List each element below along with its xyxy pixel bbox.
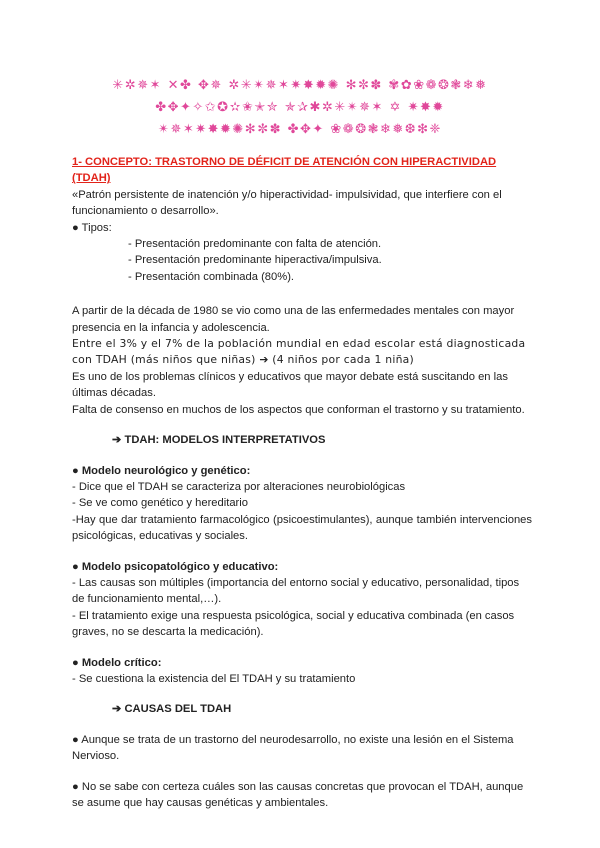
decorative-title-line-3: ✴✵✶✷✸✹✺✻✼✽ ✤✥✦ ❀❁❂❃❄❅❆❇❈ (158, 122, 442, 137)
paragraph-consensus: Falta de consenso en muchos de los aspectos que conforman el trastorno y su tratamiento. (72, 403, 525, 416)
tipo-item: - Presentación combinada (80%). (128, 270, 295, 283)
model-psico-item: - El tratamiento exige una respuesta psicológica, social y educativa combinada (en casos graves, no se descarta la medicación). (72, 609, 515, 639)
model-neuro-item: - Dice que el TDAH se caracteriza por alteraciones neurobiológicas (72, 480, 406, 493)
model-neuro-title: ● Modelo neurológico y genético: (72, 464, 251, 477)
paragraph-prevalence: Entre el 3% y el 7% de la población mundial en edad escolar está diagnosticada con TDAH (más niños que niñas) ➔ (4 niños por cada 1 niña) (72, 337, 526, 367)
section-heading-causas: ➔ CAUSAS DEL TDAH (112, 703, 232, 716)
causas-bullet: ● No se sabe con certeza cuáles son las causas concretas que provocan el TDAH, aunque se asume que hay causas genéticas y ambientales. (72, 780, 524, 809)
model-neuro-item: -Hay que dar tratamiento farmacológico (psicoestimulantes), aunque también intervenciones psicológicas, educativas y sociales. (72, 513, 532, 543)
section-heading-concepto: 1- CONCEPTO: TRASTORNO DE DÉFICIT DE ATENCIÓN CON HIPERACTIVIDAD (72, 156, 497, 168)
section-heading-modelos: ➔ TDAH: MODELOS INTERPRETATIVOS (112, 434, 326, 447)
model-psico-item: - Las causas son múltiples (importancia del entorno social y educativo, personalidad, tipos de funcionamiento mental,…). (72, 576, 520, 606)
tipo-item: - Presentación predominante hiperactiva/impulsiva. (128, 254, 382, 267)
paragraph-history: A partir de la década de 1980 se vio como una de las enfermedades mentales con mayor presencia en la infancia y adolescencia. (72, 305, 515, 334)
section-heading-concepto-cont: (TDAH) (72, 172, 111, 185)
model-critico-title: ● Modelo crítico: (72, 656, 162, 669)
decorative-title-line-2: ✤✥✦✧✩✪✫✬✭✮ ✯✰✱✲✳✴✵✶ ✡ ✷✸✹ (155, 100, 445, 115)
tipo-item: - Presentación predominante con falta de atención. (128, 238, 382, 251)
decorative-title (0, 75, 600, 141)
document-body (72, 154, 532, 811)
tipos-label: ● Tipos: (72, 221, 112, 234)
model-psico-title: ● Modelo psicopatológico y educativo: (72, 560, 279, 573)
definition-quote: «Patrón persistente de inatención y/o hiperactividad- impulsividad, que interfiere con el funcionamiento o desarrollo». (72, 188, 502, 218)
causas-bullet: ● Aunque se trata de un trastorno del neurodesarrollo, no existe una lesión en el Sistema Nervioso. (72, 733, 514, 763)
model-neuro-item: - Se ve como genético y hereditario (72, 497, 248, 510)
model-critico-item: - Se cuestiona la existencia del El TDAH y su tratamiento (72, 672, 356, 685)
paragraph-debate: Es uno de los problemas clínicos y educativos que mayor debate está suscitando en las últimas décadas. (72, 370, 508, 400)
decorative-title-line-1: ✳✲✵✶ ✕✤ ✥✵ ✲✳✴✵✶✷✸✹✺ ✻✼✽ ✾✿❀❁❂❃❄❅ (112, 78, 488, 93)
